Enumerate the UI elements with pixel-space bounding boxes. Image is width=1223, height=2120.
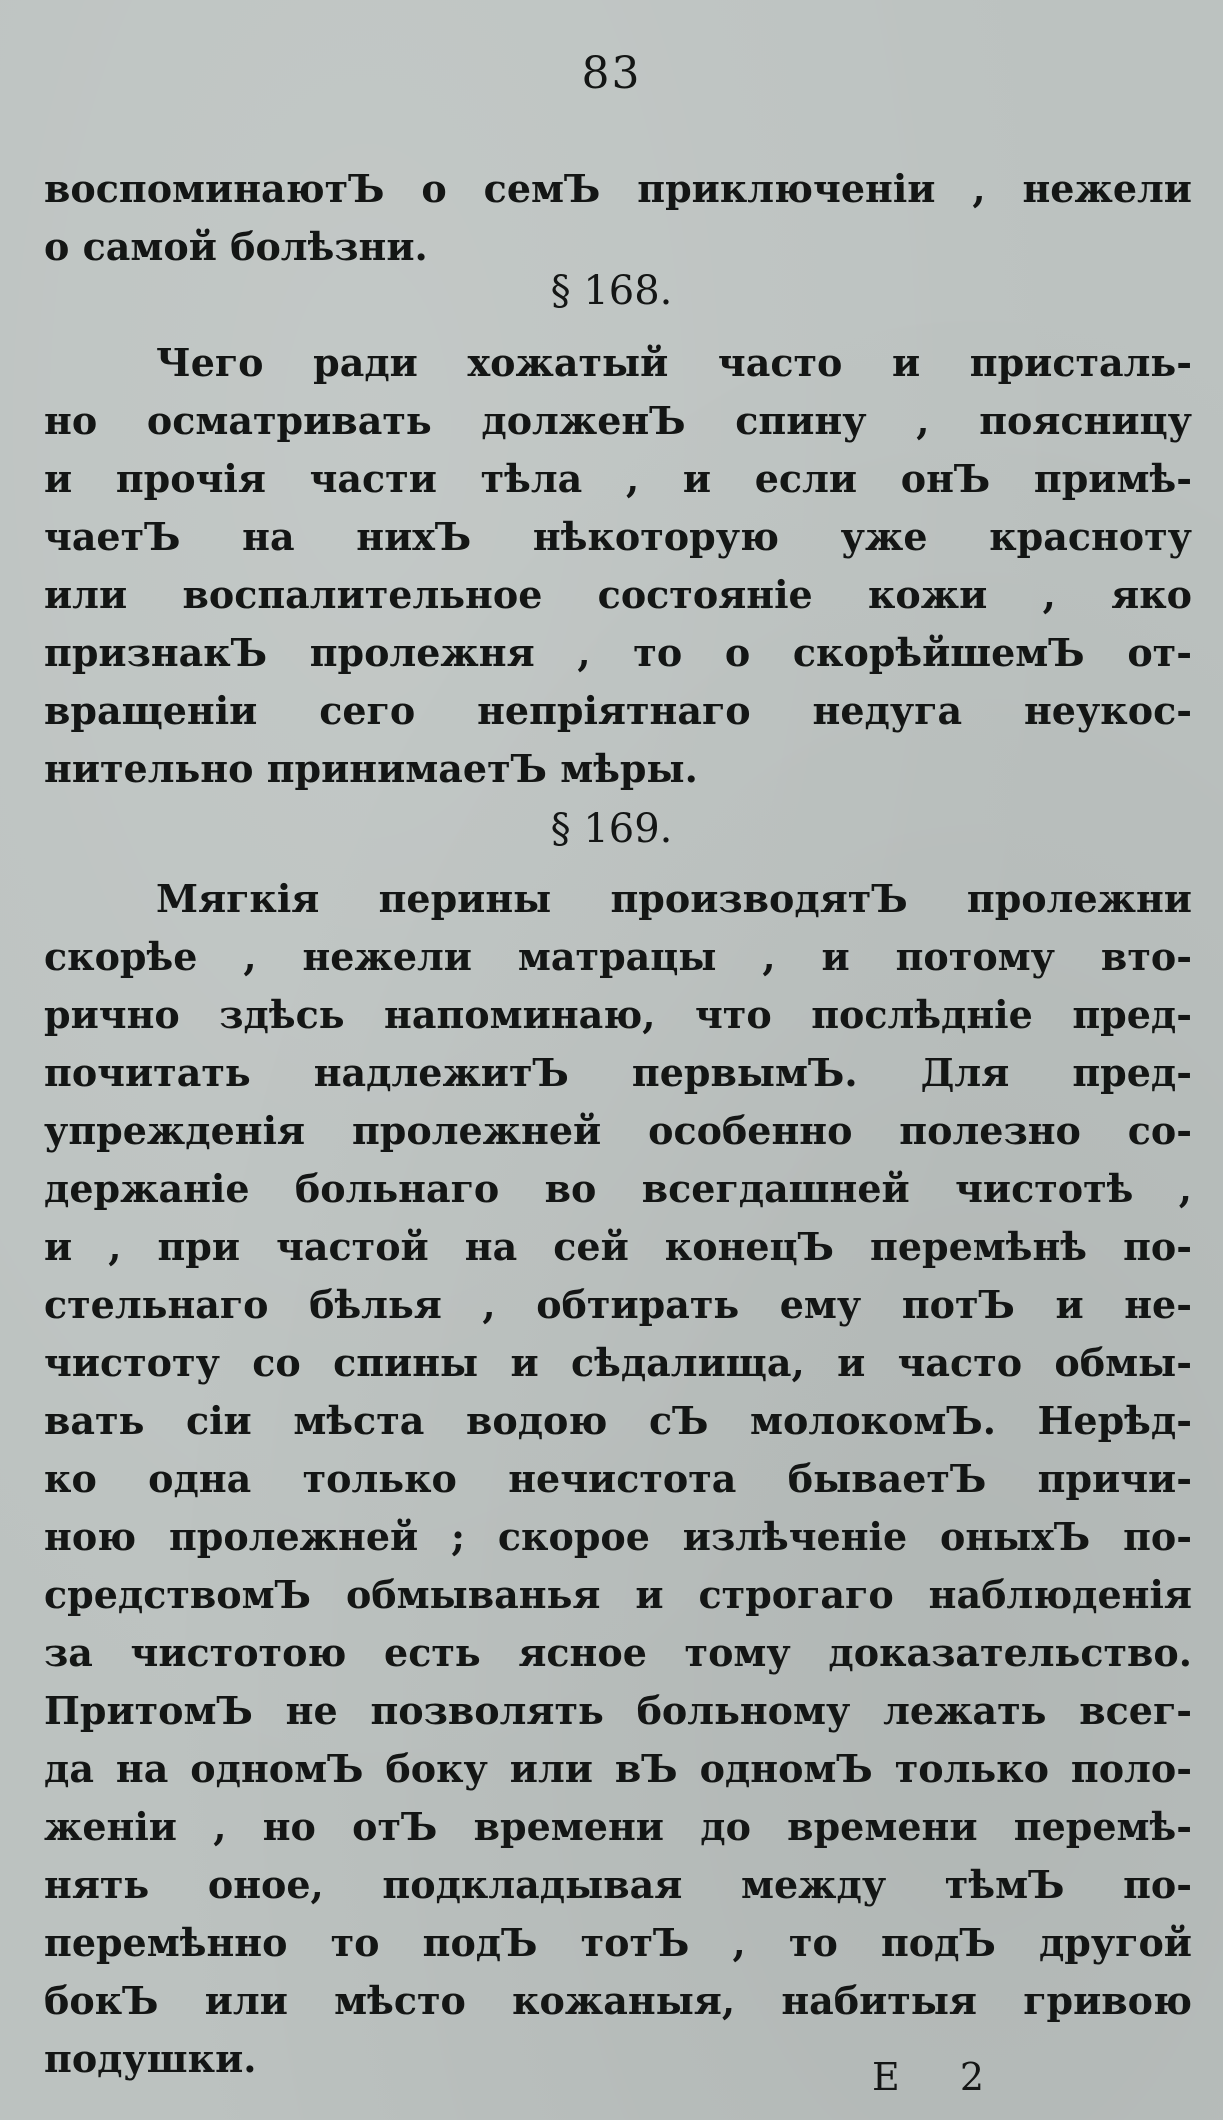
section-168-paragraph xyxy=(44,334,1192,798)
text-line: средствомЪ обмыванья и строгаго наблюденія xyxy=(44,1572,1192,1617)
text-line: стельнаго бѣлья , обтирать ему потЪ и не- xyxy=(44,1282,1192,1327)
text-line: почитать надлежитЪ первымЪ. Для пред- xyxy=(44,1050,1192,1095)
text-line: Мягкія перины производятЪ пролежни xyxy=(156,876,1192,921)
text-line: чистоту со спины и сѣдалища, и часто обмы- xyxy=(44,1340,1192,1385)
text-line: ною пролежней ; скорое излѣченіе оныхЪ по- xyxy=(44,1514,1192,1559)
section-heading-169: § 169. xyxy=(550,806,673,852)
text-line: вать сіи мѣста водою сЪ молокомЪ. Нерѣд- xyxy=(44,1398,1192,1443)
text-line: или воспалительное состояніе кожи , яко xyxy=(44,572,1192,617)
signature-mark: Е 2 xyxy=(872,2055,1008,2099)
text-line: подушки. xyxy=(44,2036,257,2081)
text-line: вращеніи сего непріятнаго недуга неукос- xyxy=(44,688,1192,733)
text-line: воспоминаютЪ о семЪ приключеніи , нежели xyxy=(44,166,1192,211)
text-line: бокЪ или мѣсто кожаныя, набитыя гривою xyxy=(44,1978,1192,2023)
text-line: признакЪ пролежня , то о скорѣйшемЪ от- xyxy=(44,630,1192,675)
text-line: ко одна только нечистота бываетЪ причи- xyxy=(44,1456,1192,1501)
text-line: Чего ради хожатый часто и присталь- xyxy=(156,340,1192,385)
section-169-paragraph xyxy=(44,870,1192,2088)
text-line: о самой болѣзни. xyxy=(44,224,428,269)
text-line: рично здѣсь напоминаю, что послѣдніе пред- xyxy=(44,992,1192,1037)
text-line: ПритомЪ не позволять больному лежать всег- xyxy=(44,1688,1192,1733)
text-line: и , при частой на сей конецЪ перемѣнѣ по- xyxy=(44,1224,1192,1269)
text-line: женіи , но отЪ времени до времени перемѣ- xyxy=(44,1804,1192,1849)
text-line: нительно принимаетЪ мѣры. xyxy=(44,746,698,791)
text-line: чаетЪ на нихЪ нѣкоторую уже красноту xyxy=(44,514,1192,559)
text-line: нять оное, подкладывая между тѣмЪ по- xyxy=(44,1862,1192,1907)
text-line: скорѣе , нежели матрацы , и потому вто- xyxy=(44,934,1192,979)
section-heading-168: § 168. xyxy=(550,268,673,314)
text-line: за чистотою есть ясное тому доказательство. xyxy=(44,1630,1192,1675)
text-line: да на одномЪ боку или вЪ одномЪ только поло- xyxy=(44,1746,1192,1791)
page-number: 83 xyxy=(581,48,642,99)
intro-paragraph xyxy=(44,160,1192,276)
text-line: держаніе больнаго во всегдашней чистотѣ , xyxy=(44,1166,1192,1211)
text-line: но осматривать долженЪ спину , поясницу xyxy=(44,398,1192,443)
text-line: перемѣнно то подЪ тотЪ , то подЪ другой xyxy=(44,1920,1192,1965)
text-line: упрежденія пролежней особенно полезно со- xyxy=(44,1108,1192,1153)
text-line: и прочія части тѣла , и если онЪ примѣ- xyxy=(44,456,1192,501)
